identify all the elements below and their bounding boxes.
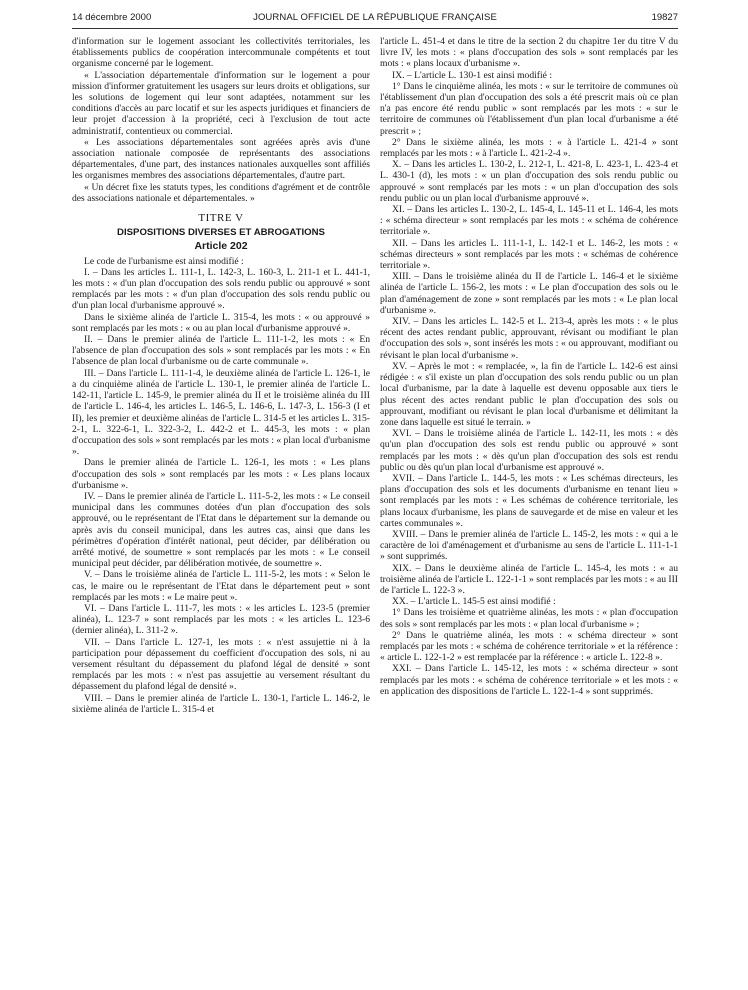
paragraph: Le code de l'urbanisme est ainsi modifié : — [84, 255, 244, 267]
paragraph: VI. – Dans l'article L. 111-7, les mots : « les articles L. 123-5 (premier alinéa), L. 123-7 » sont remplacés par les mots : « les articles L. 123-6 (dernier alinéa), L. 311-2 ». — [72, 602, 370, 637]
paragraph: XII. – Dans les articles L. 111-1-1, L. 142-1 et L. 146-2, les mots : « schémas directeurs » sont remplacés par les mots : « schémas de cohérence territoriale ». — [380, 237, 678, 272]
paragraph: « L'association départementale d'information sur le logement a pour mission d'informer gratuitement les usagers sur leurs droits et obligations, sur les solutions de logement qui leur sont adaptées, notamment sur les conditions d'accès au parc locatif et sur les aspects juridiques et financiers de leur projet d'accession à la propriété, ceci à l'exclusion de tout acte administratif, contentieux ou commercial. — [72, 69, 370, 137]
paragraph: XIX. – Dans le deuxième alinéa de l'article L. 145-4, les mots : « au troisième alinéa de l'article L. 122-1-1 » sont remplacés par les mots : « au III de l'article L. 122-3 ». — [380, 562, 678, 596]
paragraph: VII. – Dans l'article L. 127-1, les mots : « n'est assujettie ni à la participation pour dépassement du coefficient d'occupation des sols, ni au versement résultant du dépassement du plafond légal de densité » sont remplacés par les mots : « n'est pas assujettie au versement résultant du dépassement du plafond légal de densité ». — [72, 636, 370, 693]
paragraph: V. – Dans le troisième alinéa de l'article L. 111-5-2, les mots : « Selon le cas, le maire ou le représentant de l'Etat dans le département peut » sont remplacés par les mots : « Le maire peut ». — [72, 569, 370, 603]
paragraph: 1° Dans les troisième et quatrième alinéas, les mots : « plan d'occupation des sols » sont remplacés par les mots : « plan local d'urbanisme » ; — [380, 607, 678, 630]
paragraph: XXI. – Dans l'article L. 145-12, les mots : « schéma directeur » sont remplacés par les mots : « schéma de cohérence territoriale » et les mots : « en application des dispositions de l'article L. 122-1-4 » sont supprimés. — [380, 663, 678, 697]
paragraph: II. – Dans le premier alinéa de l'article L. 111-1-2, les mots : « En l'absence de plan d'occupation des sols » sont remplacés par les mots : « En l'absence de plan local d'urbanisme ou de carte communale ». — [72, 334, 370, 368]
paragraph: IX. – L'article L. 130-1 est ainsi modifié : — [392, 69, 552, 81]
paragraph: XVIII. – Dans le premier alinéa de l'article L. 145-2, les mots : « qui a le caractère de loi d'aménagement et d'urbanisme au sens de l'article L. 111-1-1 » sont supprimés. — [380, 528, 678, 563]
paragraph: « Un décret fixe les statuts types, les conditions d'agrément et de contrôle des associations nationale et départementales. » — [72, 181, 370, 204]
header-date: 14 décembre 2000 — [72, 12, 152, 23]
page-header — [72, 12, 678, 26]
title-heading: TITRE V — [198, 212, 244, 225]
left-column — [72, 36, 370, 981]
paragraph: Dans le sixième alinéa de l'article L. 315-4, les mots : « ou approuvé » sont remplacés par les mots : « ou au plan local d'urbanisme approuvé ». — [72, 311, 370, 334]
paragraph: Dans le premier alinéa de l'article L. 126-1, les mots : « Les plans d'occupation des sols » sont remplacés par les mots : « Les plans locaux d'urbanisme ». — [72, 457, 370, 491]
header-rule — [72, 28, 678, 29]
right-column — [380, 36, 678, 981]
paragraph: 1° Dans le cinquième alinéa, les mots : « sur le territoire de communes où l'établissement d'un plan d'occupation des sols a été prescrit mais où ce plan n'a pas encore été rendu public » sont remplacés par les mots : « sur le territoire de communes où l'établissement d'un plan local d'urbanisme a été prescrit » ; — [380, 80, 678, 137]
paragraph: XIII. – Dans le troisième alinéa du II de l'article L. 146-4 et le sixième alinéa de l'article L. 156-2, les mots : « Le plan d'occupation des sols ou le plan d'aménagement de zone » sont remplacés par les mots : « Le plan local d'urbanisme ». — [380, 271, 678, 316]
paragraph: IV. – Dans le premier alinéa de l'article L. 111-5-2, les mots : « Le conseil municipal dans les communes dotées d'un plan d'occupation des sols approuvé, ou le représentant de l'Etat dans le département sur la demande ou après avis du conseil municipal, dans les autres cas, ainsi que dans les périmètres d'opération d'intérêt national, peut décider, par délibération ou arrêté motivé, de soumettre » sont remplacés par les mots : « Le conseil municipal peut décider, par délibération motivée, de soumettre ». — [72, 490, 370, 570]
header-journal-title: JOURNAL OFFICIEL DE LA RÉPUBLIQUE FRANÇAISE — [253, 12, 497, 23]
paragraph: 2° Dans le sixième alinéa, les mots : « à l'article L. 421-4 » sont remplacés par les mots : « à l'article L. 421-2-4 ». — [380, 136, 678, 160]
paragraph: XI. – Dans les articles L. 130-2, L. 145-4, L. 145-11 et L. 146-4, les mots : « schéma directeur » sont remplacés par les mots : « schéma de cohérence territoriale ». — [380, 204, 678, 238]
paragraph: XVI. – Dans le troisième alinéa de l'article L. 142-11, les mots : « dès qu'un plan d'occupation des sols est rendu public ou approuvé » sont remplacés par les mots : « dès qu'un plan d'occupation des sols est rendu public ou dès qu'un plan local d'urbanisme est approuvé ». — [380, 428, 678, 473]
paragraph: XX. – L'article L. 145-5 est ainsi modifié : — [392, 596, 556, 608]
paragraph: X. – Dans les articles L. 130-2, L. 212-1, L. 421-8, L. 423-1, L. 423-4 et L. 430-1 (d), les mots : « un plan d'occupation des sols rendu public ou approuvé » sont remplacés par les mots : « un plan d'occupation des sols rendu public ou un plan local d'urbanisme approuvé ». — [380, 159, 678, 204]
paragraph: d'information sur le logement associant les collectivités territoriales, les établissements publics de coopération intercommunale compétents et tout organisme concerné par le logement. — [72, 36, 370, 70]
paragraph: XV. – Après le mot : « remplacée, », la fin de l'article L. 142-6 est ainsi rédigée : « s'il existe un plan d'occupation des sols rendu public ou un plan local d'urbanisme, par la date à laquelle est devenu opposable aux tiers le plus récent des actes rendant public le plan d'occupation des sols ou approuvant, modifiant ou révisant le plan local d'urbanisme et délimitant la zone dans laquelle est situé le terrain. » — [380, 360, 678, 428]
title-subheading: DISPOSITIONS DIVERSES ET ABROGATIONS — [117, 227, 325, 239]
paragraph: l'article L. 451-4 et dans le titre de la section 2 du chapitre 1er du titre V du livre IV, les mots : « plans d'occupation des sols » sont remplacés par les mots : « plans locaux d'urbanisme ». — [380, 36, 678, 70]
paragraph: « Les associations départementales sont agréées après avis d'une association nationale composée de représentants des associations départementales, d'une part, des instances nationales auxquelles sont affiliés les organismes membres des associations départementales, d'autre part. — [72, 136, 370, 182]
paragraph: XVII. – Dans l'article L. 144-5, les mots : « Les schémas directeurs, les plans d'occupation des sols et les documents d'urbanisme en tenant lieu » sont remplacés par les mots : « Les schémas de cohérence territoriale, les plans locaux d'urbanisme, les plans de sauvegarde et de mise en valeur et les cartes communales ». — [380, 472, 678, 529]
article-heading: Article 202 — [194, 240, 248, 253]
paragraph: XIV. – Dans les articles L. 142-5 et L. 213-4, après les mots : « le plus récent des actes rendant public, approuvant, révisant ou modifiant le plan d'occupation des sols », sont insérés les mots : « ou approuvant, modifiant ou révisant le plan local d'urbanisme ». — [380, 316, 678, 361]
paragraph: 2° Dans le quatrième alinéa, les mots : « schéma directeur » sont remplacés par les mots : « schéma de cohérence territoriale » et la référence : « article L. 122-1-2 » est remplacée par la référence : « article L. 122-8 ». — [380, 629, 678, 664]
paragraph: VIII. – Dans le premier alinéa de l'article L. 130-1, l'article L. 146-2, le sixième alinéa de l'article L. 315-4 et — [72, 692, 370, 715]
paragraph: I. – Dans les articles L. 111-1, L. 142-3, L. 160-3, L. 211-1 et L. 441-1, les mots : « d'un plan d'occupation des sols rendu public ou approuvé » sont remplacés par les mots : « d'un plan d'occupation des sols rendu public ou d'un plan local d'urbanisme approuvé ». — [72, 266, 370, 312]
header-page-number: 19827 — [651, 12, 678, 23]
paragraph: III. – Dans l'article L. 111-1-4, le deuxième alinéa de l'article L. 126-1, le a du cinquième alinéa de l'article L. 130-1, le premier alinéa de l'article L. 142-11, l'article L. 145-9, le premier alinéa du II et le troisième alinéa du III de l'article L. 146-4, les articles L. 146-5, L. 146-6, L. 147-3, L. 156-3 (I et II), les premier et deuxième alinéas de l'article L. 314-5 et les articles L. 315-2-1, L. 322-6-1, L. 322-3-2, L. 442-2 et L. 445-3, les mots : « plan d'occupation des sols » sont remplacés par les mots : « plan local d'urbanisme ». — [72, 367, 370, 458]
